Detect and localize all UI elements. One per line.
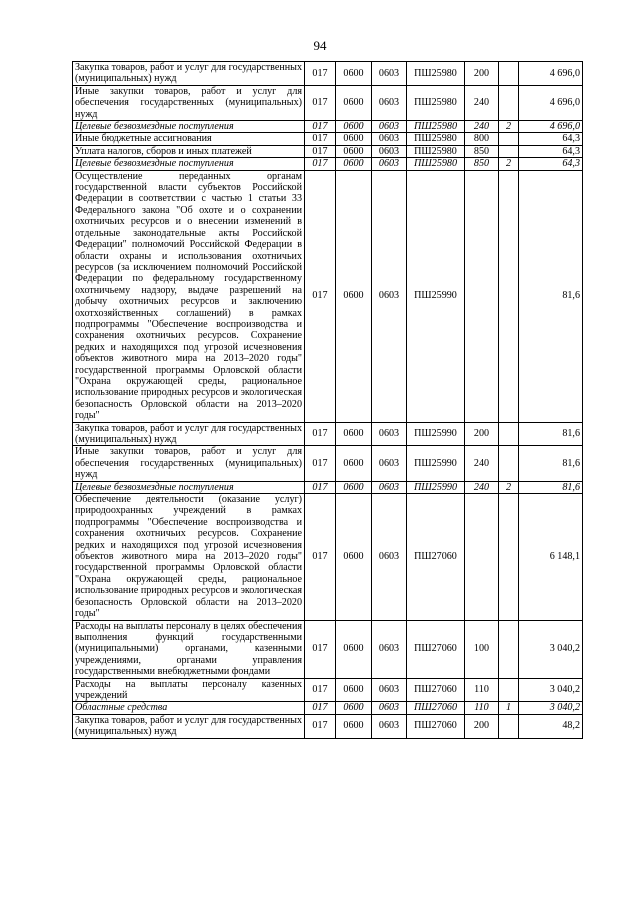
section-code: 0600 <box>336 121 372 133</box>
page-number: 94 <box>313 38 327 53</box>
expense-type-code: 240 <box>465 85 499 120</box>
subsection-code: 0603 <box>372 714 407 738</box>
section-code: 0600 <box>336 714 372 738</box>
section-code: 0600 <box>336 422 372 446</box>
row-name: Целевые безвозмездные поступления <box>73 158 305 170</box>
subsection-code: 0603 <box>372 145 407 157</box>
admin-code: 017 <box>305 494 336 620</box>
admin-code: 017 <box>305 85 336 120</box>
expense-type-code: 800 <box>465 133 499 145</box>
row-name: Расходы на выплаты персоналу в целях обеспечения выполнения функций государственными (муниципальными) органами, казенными учреждениями, органами управления государственными внебюджетными фондами <box>73 620 305 678</box>
funding-source-code <box>499 145 519 157</box>
target-article-code: ПШ27060 <box>407 714 465 738</box>
amount: 81,6 <box>519 446 583 481</box>
subsection-code: 0603 <box>372 85 407 120</box>
expense-type-code <box>465 494 499 620</box>
target-article-code: ПШ27060 <box>407 494 465 620</box>
subsection-code: 0603 <box>372 620 407 678</box>
target-article-code: ПШ27060 <box>407 702 465 714</box>
amount: 81,6 <box>519 481 583 493</box>
section-code: 0600 <box>336 158 372 170</box>
row-name: Целевые безвозмездные поступления <box>73 481 305 493</box>
table-row <box>73 446 583 481</box>
funding-source-code <box>499 85 519 120</box>
target-article-code: ПШ25990 <box>407 446 465 481</box>
section-code: 0600 <box>336 62 372 86</box>
subsection-code: 0603 <box>372 446 407 481</box>
table-row <box>73 133 583 145</box>
row-name: Закупка товаров, работ и услуг для государственных (муниципальных) нужд <box>73 422 305 446</box>
admin-code: 017 <box>305 62 336 86</box>
amount: 64,3 <box>519 145 583 157</box>
expense-type-code: 110 <box>465 678 499 702</box>
section-code: 0600 <box>336 481 372 493</box>
target-article-code: ПШ25980 <box>407 133 465 145</box>
subsection-code: 0603 <box>372 481 407 493</box>
funding-source-code <box>499 494 519 620</box>
expense-type-code: 100 <box>465 620 499 678</box>
expense-type-code: 240 <box>465 481 499 493</box>
section-code: 0600 <box>336 678 372 702</box>
table-row <box>73 62 583 86</box>
admin-code: 017 <box>305 145 336 157</box>
funding-source-code <box>499 678 519 702</box>
admin-code: 017 <box>305 481 336 493</box>
subsection-code: 0603 <box>372 422 407 446</box>
subsection-code: 0603 <box>372 158 407 170</box>
table-row <box>73 714 583 738</box>
row-name: Расходы на выплаты персоналу казенных учреждений <box>73 678 305 702</box>
expense-type-code: 850 <box>465 145 499 157</box>
row-name: Обеспечение деятельности (оказание услуг) природоохранных учреждений в рамках подпрограммы "Обеспечение воспроизводства и сохранения охотничьих ресурсов. Сохранение редких и находящихся под угрозой исчезновения объектов животного мира на 2013–2020 годы" государственной программы Орловской области "Охрана окружающей среды, рациональное использование природных ресурсов и экологическая безопасность Орловской области на 2013–2020 годы" <box>73 494 305 620</box>
funding-source-code <box>499 620 519 678</box>
amount: 3 040,2 <box>519 678 583 702</box>
section-code: 0600 <box>336 446 372 481</box>
target-article-code: ПШ25990 <box>407 170 465 422</box>
funding-source-code <box>499 133 519 145</box>
admin-code: 017 <box>305 170 336 422</box>
target-article-code: ПШ25980 <box>407 158 465 170</box>
row-name: Закупка товаров, работ и услуг для государственных (муниципальных) нужд <box>73 714 305 738</box>
row-name: Уплата налогов, сборов и иных платежей <box>73 145 305 157</box>
subsection-code: 0603 <box>372 62 407 86</box>
table-row <box>73 422 583 446</box>
admin-code: 017 <box>305 158 336 170</box>
expense-type-code: 200 <box>465 62 499 86</box>
admin-code: 017 <box>305 702 336 714</box>
amount: 64,3 <box>519 158 583 170</box>
section-code: 0600 <box>336 620 372 678</box>
admin-code: 017 <box>305 620 336 678</box>
section-code: 0600 <box>336 145 372 157</box>
funding-source-code <box>499 714 519 738</box>
expense-type-code: 200 <box>465 422 499 446</box>
admin-code: 017 <box>305 678 336 702</box>
table-row <box>73 85 583 120</box>
target-article-code: ПШ27060 <box>407 678 465 702</box>
table-row <box>73 121 583 133</box>
target-article-code: ПШ25990 <box>407 422 465 446</box>
expense-type-code <box>465 170 499 422</box>
admin-code: 017 <box>305 133 336 145</box>
table-row <box>73 145 583 157</box>
row-name: Закупка товаров, работ и услуг для государственных (муниципальных) нужд <box>73 62 305 86</box>
subsection-code: 0603 <box>372 494 407 620</box>
amount: 48,2 <box>519 714 583 738</box>
amount: 3 040,2 <box>519 702 583 714</box>
target-article-code: ПШ25980 <box>407 145 465 157</box>
target-article-code: ПШ25980 <box>407 85 465 120</box>
admin-code: 017 <box>305 121 336 133</box>
subsection-code: 0603 <box>372 170 407 422</box>
table-row <box>73 494 583 620</box>
funding-source-code <box>499 170 519 422</box>
expense-type-code: 110 <box>465 702 499 714</box>
row-name: Иные закупки товаров, работ и услуг для обеспечения государственных (муниципальных) нужд <box>73 446 305 481</box>
row-name: Осуществление переданных органам государственной власти субъектов Российской Федерации в соответствии с частью 1 статьи 33 Федерального закона "Об охоте и о сохранении охотничьих ресурсов и о внесении изменений в отдельные законодательные акты Российской Федерации" полномочий Российской Федерации в области охраны и использования охотничьих ресурсов (за исключением полномочий Российской Федерации по федеральному государственному охотничьему надзору, выдаче разрешений на добычу охотничьих ресурсов и заключению охотхозяйственных соглашений) в рамках подпрограммы "Обеспечение воспроизводства и сохранения охотничьих ресурсов. Сохранение редких и находящихся под угрозой исчезновения объектов животного мира на 2013–2020 годы" государственной программы Орловской области "Охрана окружающей среды, рациональное использование природных ресурсов и экологическая безопасность Орловской области на 2013–2020 годы" <box>73 170 305 422</box>
amount: 4 696,0 <box>519 121 583 133</box>
row-name: Целевые безвозмездные поступления <box>73 121 305 133</box>
target-article-code: ПШ25980 <box>407 62 465 86</box>
section-code: 0600 <box>336 494 372 620</box>
expense-type-code: 200 <box>465 714 499 738</box>
section-code: 0600 <box>336 85 372 120</box>
amount: 81,6 <box>519 422 583 446</box>
admin-code: 017 <box>305 714 336 738</box>
funding-source-code <box>499 446 519 481</box>
funding-source-code <box>499 422 519 446</box>
table-row <box>73 678 583 702</box>
target-article-code: ПШ25980 <box>407 121 465 133</box>
target-article-code: ПШ25990 <box>407 481 465 493</box>
expense-type-code: 850 <box>465 158 499 170</box>
expense-type-code: 240 <box>465 446 499 481</box>
subsection-code: 0603 <box>372 702 407 714</box>
funding-source-code: 2 <box>499 121 519 133</box>
funding-source-code: 2 <box>499 158 519 170</box>
row-name: Областные средства <box>73 702 305 714</box>
section-code: 0600 <box>336 702 372 714</box>
amount: 6 148,1 <box>519 494 583 620</box>
row-name: Иные закупки товаров, работ и услуг для обеспечения государственных (муниципальных) нужд <box>73 85 305 120</box>
subsection-code: 0603 <box>372 678 407 702</box>
funding-source-code: 2 <box>499 481 519 493</box>
amount: 4 696,0 <box>519 62 583 86</box>
amount: 81,6 <box>519 170 583 422</box>
amount: 64,3 <box>519 133 583 145</box>
table-row <box>73 481 583 493</box>
table-row <box>73 702 583 714</box>
table-row <box>73 170 583 422</box>
target-article-code: ПШ27060 <box>407 620 465 678</box>
section-code: 0600 <box>336 133 372 145</box>
section-code: 0600 <box>336 170 372 422</box>
budget-table <box>72 61 583 739</box>
subsection-code: 0603 <box>372 133 407 145</box>
admin-code: 017 <box>305 422 336 446</box>
row-name: Иные бюджетные ассигнования <box>73 133 305 145</box>
expense-type-code: 240 <box>465 121 499 133</box>
table-row <box>73 158 583 170</box>
funding-source-code: 1 <box>499 702 519 714</box>
admin-code: 017 <box>305 446 336 481</box>
amount: 4 696,0 <box>519 85 583 120</box>
funding-source-code <box>499 62 519 86</box>
amount: 3 040,2 <box>519 620 583 678</box>
table-row <box>73 620 583 678</box>
subsection-code: 0603 <box>372 121 407 133</box>
